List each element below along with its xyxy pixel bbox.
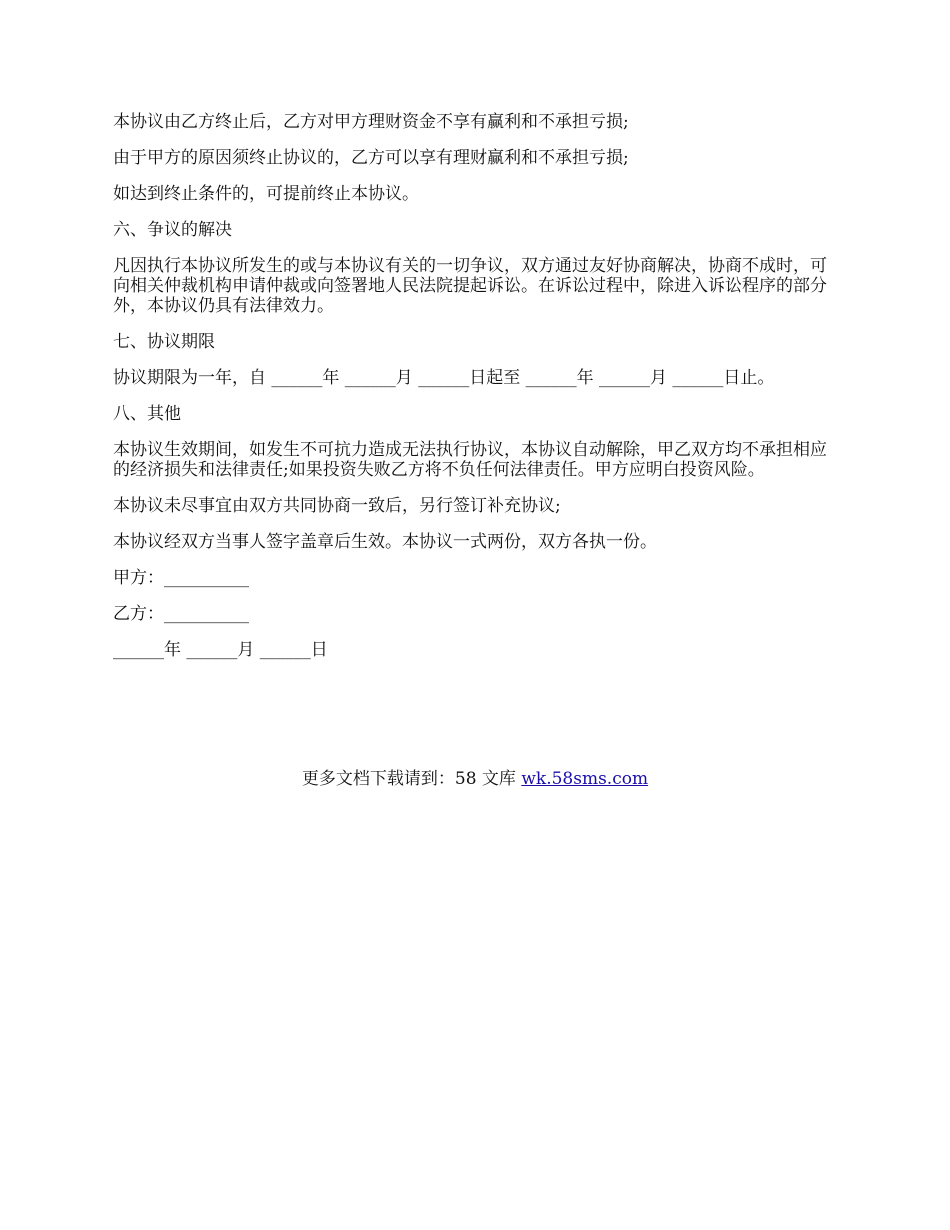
signature-party-b: 乙方：__________ [113, 604, 249, 624]
footer-link[interactable]: wk.58sms.com [521, 769, 649, 789]
paragraph-dispute-resolution: 凡因执行本协议所发生的或与本协议有关的一切争议，双方通过友好协商解决，协商不成时，可向相关仲裁机构申请仲裁或向签署地人民法院提起诉讼。在诉讼过程中，除进入诉讼程序的部分外，本协议仍具有法律效力。 [113, 256, 827, 316]
document-body [113, 112, 840, 676]
signature-date: ______年 ______月 ______日 [113, 640, 328, 660]
paragraph-effectiveness: 本协议经双方当事人签字盖章后生效。本协议一式两份，双方各执一份。 [113, 532, 657, 552]
section-heading-dispute: 六、争议的解决 [113, 220, 232, 240]
signature-party-a: 甲方：__________ [113, 568, 249, 588]
paragraph-agreement-term: 协议期限为一年，自 ______年 ______月 ______日起至 ______年 ______月 ______日止。 [113, 368, 775, 388]
paragraph-force-majeure: 本协议生效期间，如发生不可抗力造成无法执行协议，本协议自动解除，甲乙双方均不承担相应的经济损失和法律责任;如果投资失败乙方将不负任何法律责任。甲方应明白投资风险。 [113, 440, 827, 480]
paragraph-supplementary: 本协议未尽事宜由双方共同协商一致后，另行签订补充协议; [113, 496, 561, 516]
paragraph-termination-by-a: 由于甲方的原因须终止协议的，乙方可以享有理财赢利和不承担亏损; [113, 148, 629, 168]
paragraph-termination-by-b: 本协议由乙方终止后，乙方对甲方理财资金不享有赢利和不承担亏损; [113, 112, 629, 132]
footer-text: 更多文档下载请到：58 文库 [301, 769, 522, 789]
section-heading-term: 七、协议期限 [113, 332, 215, 352]
footer [0, 768, 950, 790]
paragraph-early-termination: 如达到终止条件的，可提前终止本协议。 [113, 184, 419, 204]
section-heading-other: 八、其他 [113, 404, 181, 424]
